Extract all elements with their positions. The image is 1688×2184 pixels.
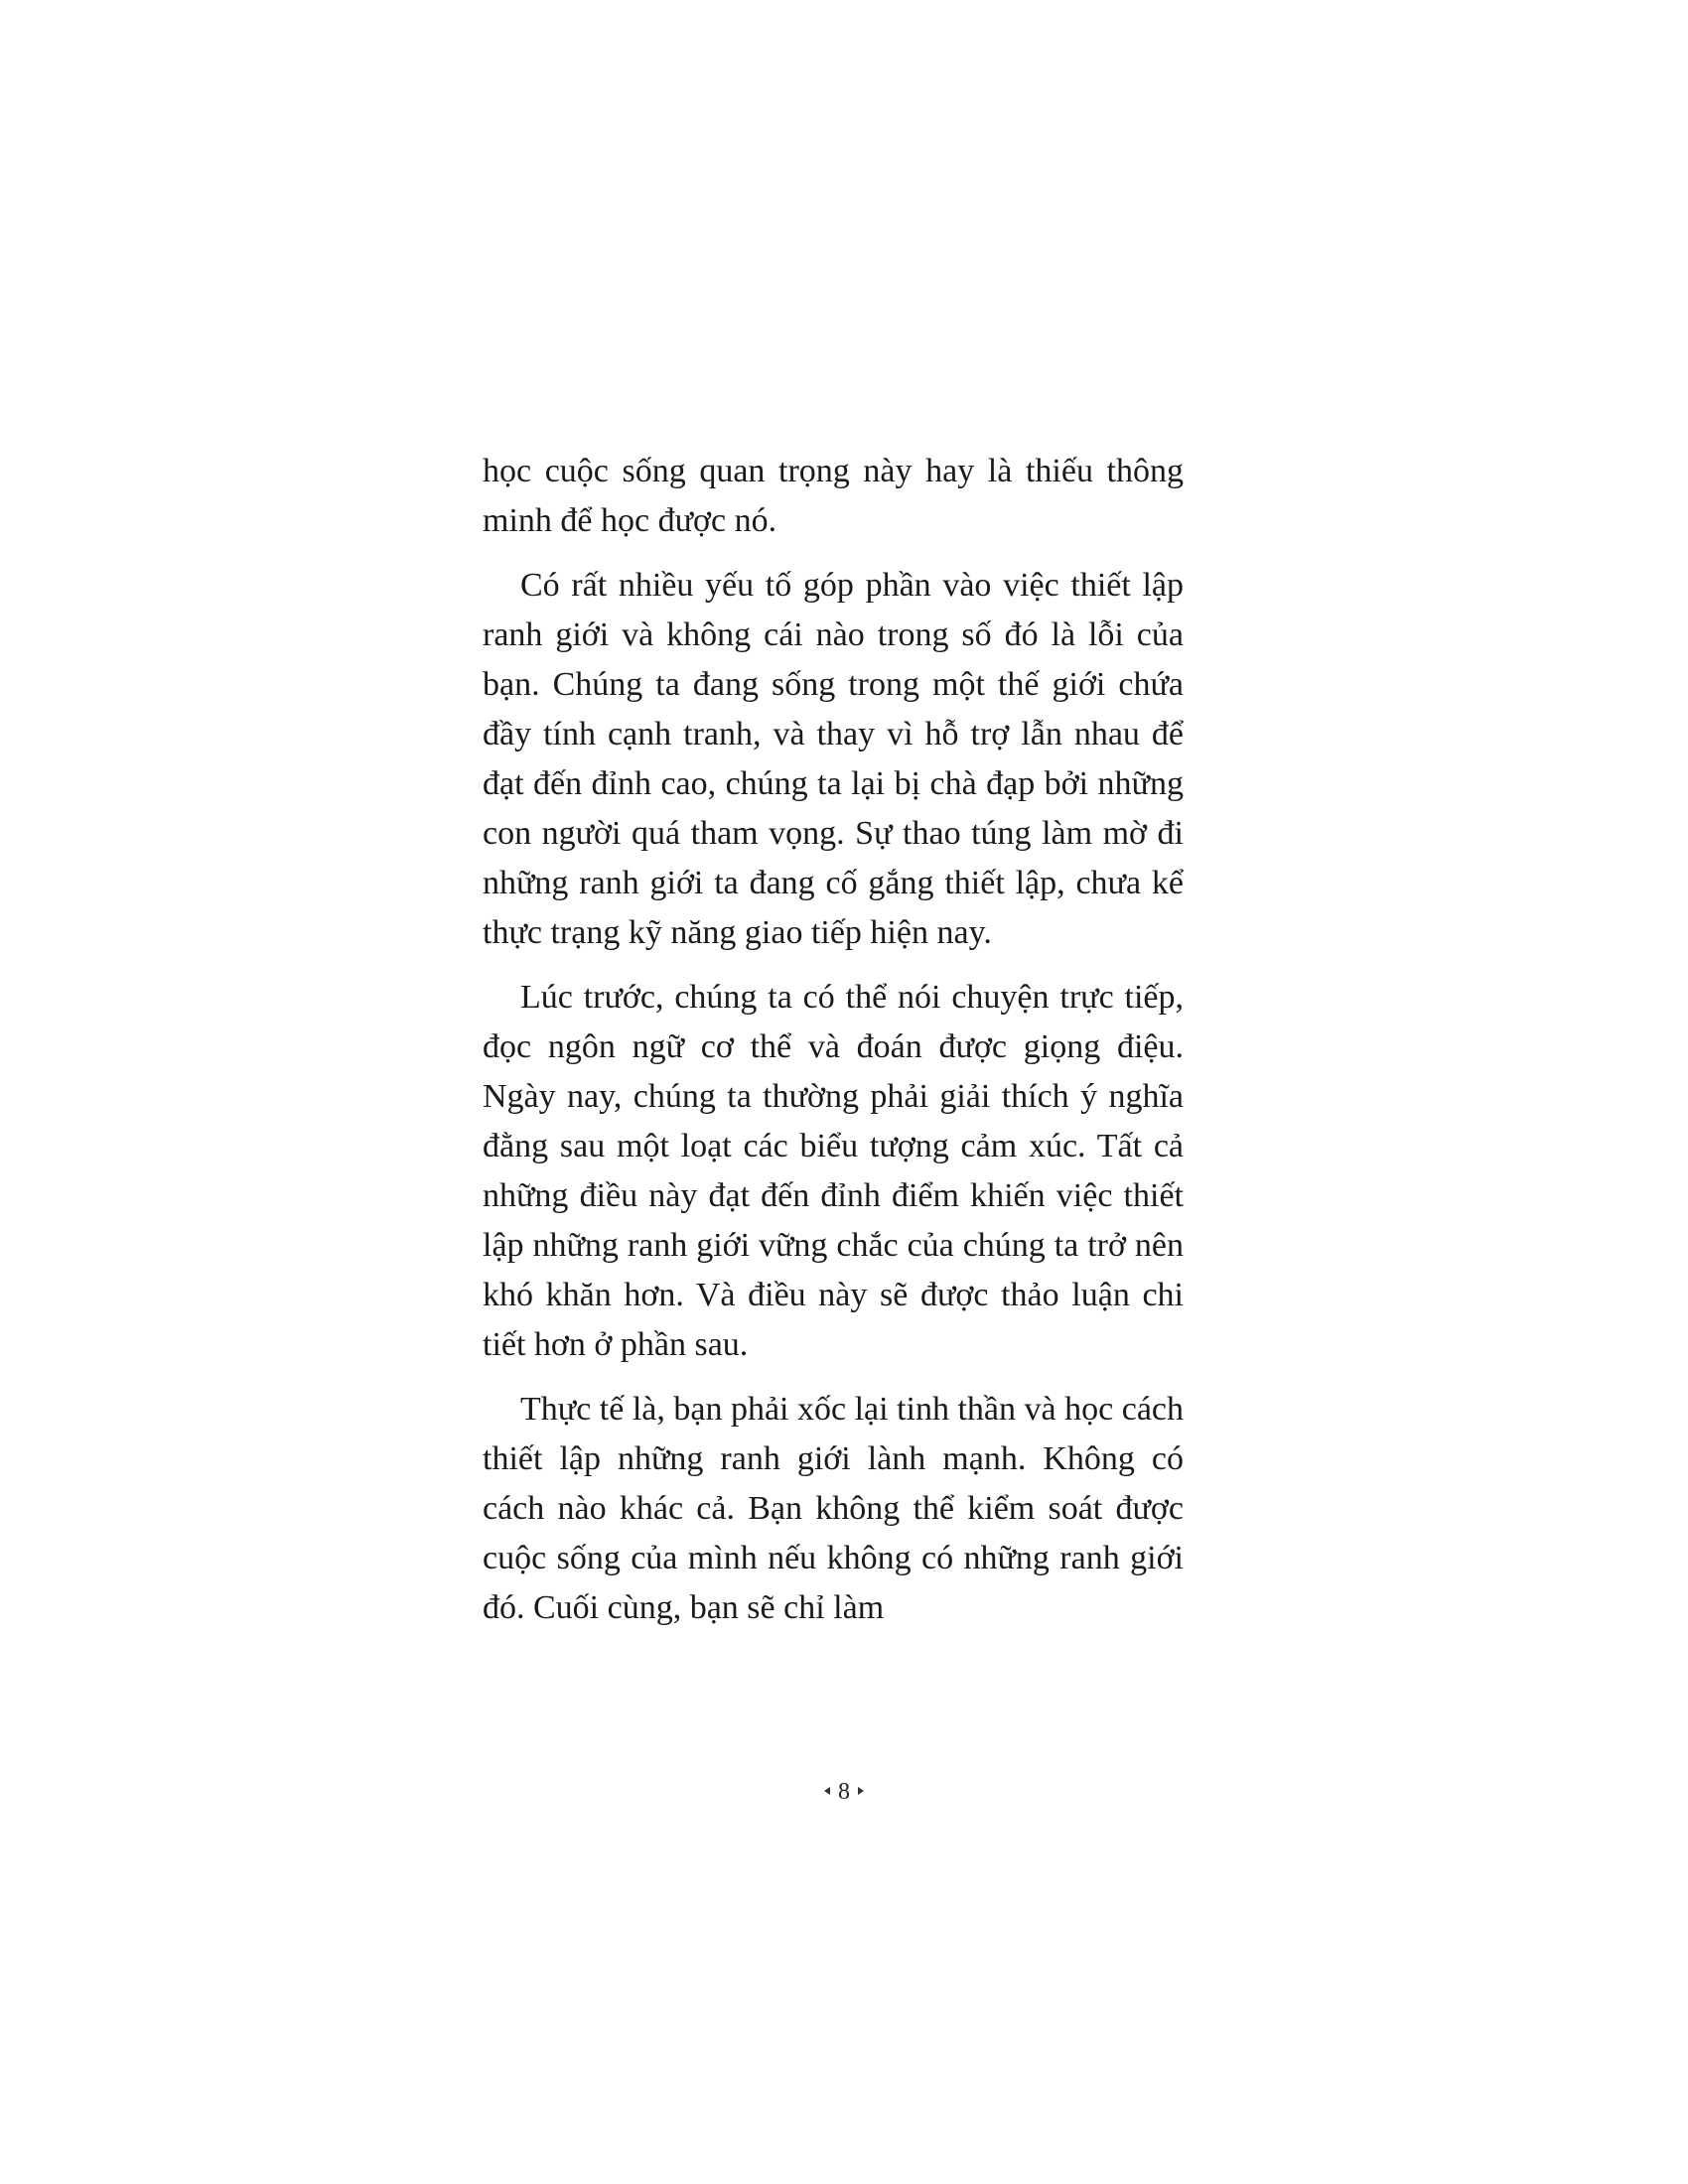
page-footer: [0, 1777, 1688, 1807]
paragraph-continuation: học cuộc sống quan trọng này hay là thiếu thông minh để học được nó.: [483, 453, 1184, 539]
page-number: 8: [838, 1779, 850, 1805]
triangle-left-icon: [824, 1787, 830, 1795]
paragraph: Lúc trước, chúng ta có thể nói chuyện trực tiếp, đọc ngôn ngữ cơ thể và đoán được giọng điệu. Ngày nay, chúng ta thường phải giải thích ý nghĩa đằng sau một loạt các biểu tượng cảm xúc. Tất cả những điều này đạt đến đỉnh điểm khiến việc thiết lập những ranh giới vững chắc của chúng ta trở nên khó khăn hơn. Và điều này sẽ được thảo luận chi tiết hơn ở phần sau.: [483, 979, 1184, 1363]
triangle-right-icon: [858, 1787, 864, 1795]
paragraph: Có rất nhiều yếu tố góp phần vào việc thiết lập ranh giới và không cái nào trong số đó là lỗi của bạn. Chúng ta đang sống trong một thế giới chứa đầy tính cạnh tranh, và thay vì hỗ trợ lẫn nhau để đạt đến đỉnh cao, chúng ta lại bị chà đạp bởi những con người quá tham vọng. Sự thao túng làm mờ đi những ranh giới ta đang cố gắng thiết lập, chưa kể thực trạng kỹ năng giao tiếp hiện nay.: [483, 567, 1184, 951]
body-text: [483, 447, 1184, 1648]
paragraph: Thực tế là, bạn phải xốc lại tinh thần và học cách thiết lập những ranh giới lành mạnh. Không có cách nào khác cả. Bạn không thể kiểm soát được cuộc sống của mình nếu không có những ranh giới đó. Cuối cùng, bạn sẽ chỉ làm: [483, 1391, 1184, 1626]
